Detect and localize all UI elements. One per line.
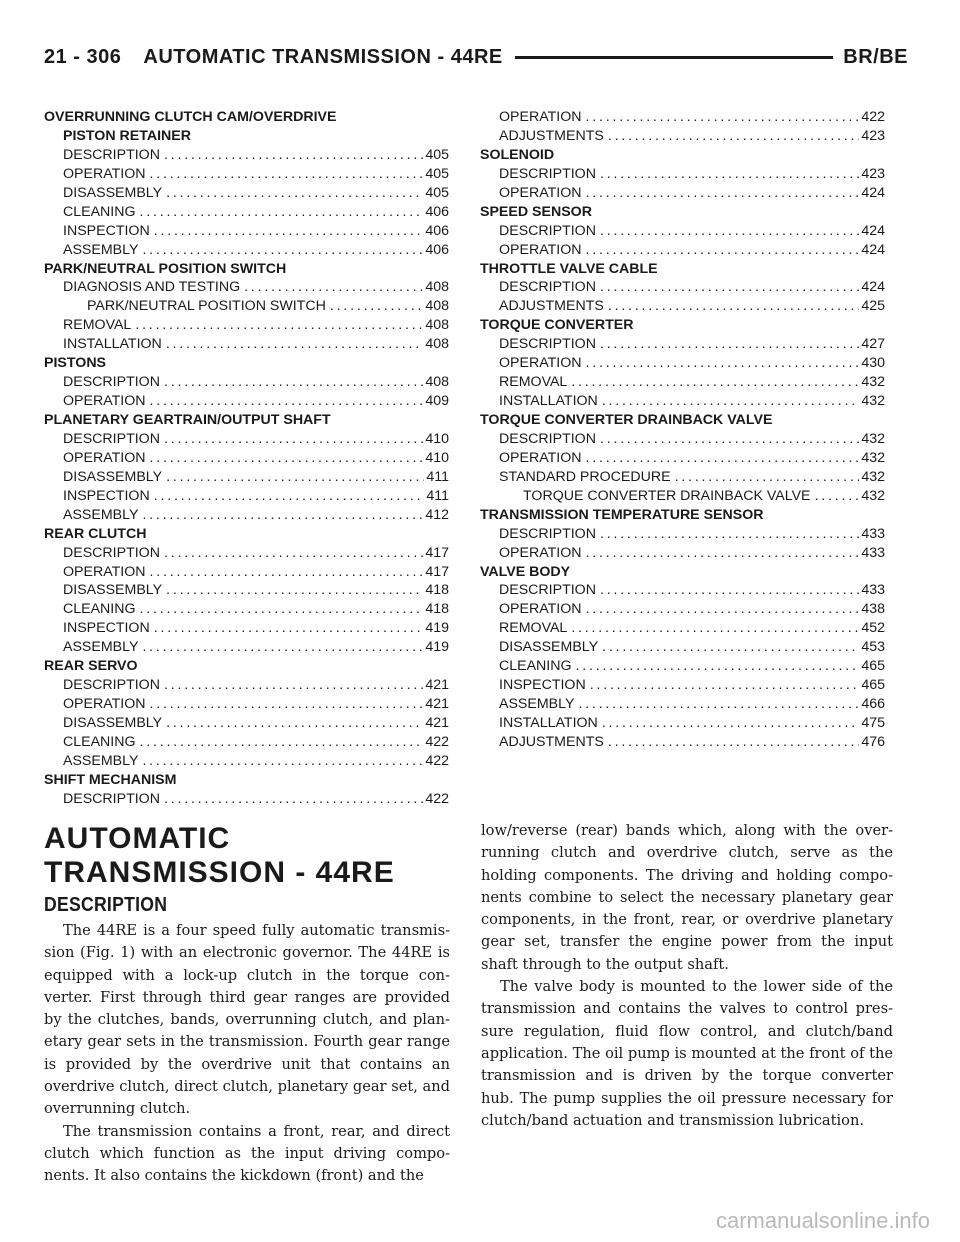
toc-entry[interactable]	[44, 278, 449, 297]
toc-dot-leader	[586, 184, 860, 203]
toc-dot-leader	[600, 222, 859, 241]
toc-entry[interactable]	[44, 790, 449, 809]
toc-entry-label: ASSEMBLY	[63, 241, 139, 258]
toc-entry-label: DESCRIPTION	[63, 146, 160, 163]
toc-page-number: 465	[861, 677, 885, 694]
toc-page-number: 417	[425, 563, 449, 580]
toc-page-number: 423	[861, 127, 885, 144]
toc-section-heading	[44, 127, 449, 146]
toc-entry[interactable]	[44, 487, 449, 506]
toc-entry-label: DESCRIPTION	[63, 790, 160, 807]
toc-page-number: 406	[425, 222, 449, 239]
toc-entry[interactable]	[44, 695, 449, 714]
toc-entry[interactable]	[480, 733, 885, 752]
toc-entry[interactable]	[480, 335, 885, 354]
toc-entry[interactable]	[480, 392, 885, 411]
toc-entry[interactable]	[44, 373, 449, 392]
toc-entry-label: OPERATION	[63, 449, 146, 466]
toc-dot-leader	[675, 468, 860, 487]
toc-dot-leader	[586, 354, 860, 373]
toc-entry-label: REAR CLUTCH	[44, 525, 147, 542]
toc-entry-label: INSPECTION	[63, 620, 150, 637]
toc-entry[interactable]	[44, 468, 449, 487]
page-header	[44, 42, 908, 72]
toc-dot-leader	[154, 619, 424, 638]
toc-entry-label: OPERATION	[63, 696, 146, 713]
toc-entry[interactable]	[44, 222, 449, 241]
toc-entry[interactable]	[44, 316, 449, 335]
watermark: carmanualsonline.info	[715, 1208, 930, 1233]
toc-dot-leader	[142, 506, 423, 525]
toc-page-number: 432	[861, 487, 885, 504]
header-title: AUTOMATIC TRANSMISSION - 44RE	[143, 45, 503, 68]
toc-section-heading	[44, 354, 449, 373]
toc-entry-label: DESCRIPTION	[63, 677, 160, 694]
toc-entry-label: OPERATION	[63, 563, 146, 580]
toc-page-number: 433	[861, 525, 885, 542]
toc-entry-label: INSPECTION	[63, 487, 150, 504]
toc-entry-label: DESCRIPTION	[63, 544, 160, 561]
toc-dot-leader	[602, 638, 859, 657]
toc-entry-label: OPERATION	[63, 165, 146, 182]
toc-entry-label: DESCRIPTION	[499, 525, 596, 542]
header-rule	[515, 56, 834, 59]
toc-entry[interactable]	[44, 638, 449, 657]
toc-page-number: 421	[425, 677, 449, 694]
toc-dot-leader	[815, 487, 860, 506]
toc-entry[interactable]	[480, 354, 885, 373]
toc-section-heading	[44, 108, 449, 127]
toc-entry-label: PISTONS	[44, 355, 107, 372]
toc-entry-label: DESCRIPTION	[499, 165, 596, 182]
toc-entry[interactable]	[44, 335, 449, 354]
toc-dot-leader	[164, 373, 423, 392]
toc-entry-label: TRANSMISSION TEMPERATURE SENSOR	[480, 506, 764, 523]
toc-entry-label: INSPECTION	[499, 677, 586, 694]
toc-page-number: 424	[861, 184, 885, 201]
toc-entry-label: PARK/NEUTRAL POSITION SWITCH	[44, 260, 287, 277]
toc-entry-label: INSTALLATION	[499, 715, 598, 731]
toc-entry[interactable]	[480, 108, 885, 127]
toc-dot-leader	[164, 544, 423, 563]
toc-entry[interactable]	[44, 733, 449, 752]
toc-page-number: 422	[861, 109, 885, 125]
toc-page-number: 422	[425, 752, 449, 769]
toc-page-number: 406	[425, 241, 449, 258]
toc-entry-label: VALVE BODY	[480, 563, 571, 580]
toc-entry-label: OPERATION	[63, 393, 146, 410]
toc-dot-leader	[578, 695, 859, 714]
body-left-column	[44, 920, 450, 1188]
toc-dot-leader	[586, 544, 860, 563]
toc-dot-leader	[142, 638, 423, 657]
toc-entry-label: DISASSEMBLY	[63, 582, 163, 599]
toc-entry-label: PLANETARY GEARTRAIN/OUTPUT SHAFT	[44, 412, 331, 428]
toc-dot-leader	[608, 297, 859, 316]
toc-entry-label: PISTON RETAINER	[63, 127, 191, 144]
toc-entry[interactable]	[480, 676, 885, 695]
toc-entry-label: PARK/NEUTRAL POSITION SWITCH	[87, 298, 326, 315]
toc-section-heading	[480, 146, 885, 165]
toc-entry-label: CLEANING	[63, 733, 136, 750]
toc-page-number: 406	[425, 203, 449, 220]
toc-dot-leader	[586, 241, 860, 260]
toc-page-number: 432	[861, 374, 885, 391]
toc-entry[interactable]	[480, 600, 885, 619]
toc-dot-leader	[571, 619, 859, 638]
toc-page-number: 421	[425, 696, 449, 713]
toc-entry[interactable]	[480, 165, 885, 184]
toc-page-number: 408	[425, 317, 449, 334]
toc-entry-label: DISASSEMBLY	[499, 639, 599, 656]
toc-entry-label: OPERATION	[499, 355, 582, 372]
toc-entry-label: OPERATION	[499, 184, 582, 201]
toc-page-number: 419	[425, 620, 449, 637]
toc-entry[interactable]	[480, 544, 885, 563]
toc-page-number: 438	[861, 601, 885, 618]
toc-entry[interactable]	[44, 506, 449, 525]
toc-entry-label: CLEANING	[63, 203, 136, 220]
toc-page-number: 405	[425, 146, 449, 163]
toc-entry-label: OPERATION	[499, 241, 582, 258]
toc-entry[interactable]	[480, 127, 885, 146]
toc-page-number: 432	[861, 468, 885, 485]
toc-dot-leader	[150, 695, 424, 714]
toc-dot-leader	[140, 203, 424, 222]
toc-entry-label: CLEANING	[63, 601, 136, 618]
toc-dot-leader	[586, 600, 860, 619]
toc-left-column	[44, 108, 449, 809]
toc-entry[interactable]	[44, 600, 449, 619]
toc-entry-label: ASSEMBLY	[499, 696, 575, 713]
toc-dot-leader	[586, 108, 860, 127]
toc-dot-leader	[600, 335, 859, 354]
toc-entry[interactable]	[480, 430, 885, 449]
toc-dot-leader	[576, 657, 860, 676]
toc-page-number: 423	[861, 165, 885, 182]
toc-entry-label: OPERATION	[499, 544, 582, 561]
toc-entry-label: DESCRIPTION	[499, 582, 596, 599]
toc-dot-leader	[600, 525, 859, 544]
toc-entry[interactable]	[44, 563, 449, 582]
toc-section-heading	[44, 657, 449, 676]
toc-page-number: 424	[861, 222, 885, 239]
section-heading: DESCRIPTION	[44, 894, 168, 916]
toc-entry-label: DISASSEMBLY	[63, 184, 163, 201]
toc-entry[interactable]	[480, 581, 885, 600]
toc-entry[interactable]	[480, 222, 885, 241]
body-paragraph: The 44RE is a four speed fully automatic transmission (Fig. 1) with an electronic governor. The 44RE is equipped with a lock-up clutch in the torque converter. First through third gear ranges are provided by the clutches, bands, overrunning clutch, and planetary gear sets in the transmission. Fourth gear range is provided by the overdrive unit that contains an overdrive clutch, direct clutch, planetary gear set, and overrunning clutch.	[44, 922, 450, 1118]
toc-entry-label: TORQUE CONVERTER	[480, 317, 634, 334]
toc-page-number: 475	[861, 715, 885, 731]
header-model-code: BR/BE	[843, 45, 908, 68]
toc-page-number: 405	[425, 165, 449, 182]
toc-dot-leader	[602, 714, 860, 733]
toc-entry-label: DISASSEMBLY	[63, 715, 163, 731]
toc-entry-label: REMOVAL	[499, 374, 568, 391]
toc-entry-label: ADJUSTMENTS	[499, 127, 604, 144]
toc-page-number: 432	[861, 393, 885, 410]
toc-entry[interactable]	[480, 525, 885, 544]
toc-dot-leader	[166, 184, 423, 203]
toc-entry[interactable]	[480, 184, 885, 203]
toc-dot-leader	[142, 241, 423, 260]
toc-entry-label: DESCRIPTION	[499, 222, 596, 239]
toc-entry[interactable]	[44, 430, 449, 449]
toc-dot-leader	[586, 449, 860, 468]
toc-entry-label: INSTALLATION	[63, 336, 162, 353]
toc-dot-leader	[600, 581, 859, 600]
toc-entry[interactable]	[480, 278, 885, 297]
toc-section-heading	[480, 563, 885, 582]
toc-dot-leader	[608, 127, 859, 146]
body-right-column	[481, 820, 893, 1132]
toc-entry-label: DIAGNOSIS AND TESTING	[63, 279, 241, 296]
toc-dot-leader	[150, 392, 424, 411]
toc-page-number: 419	[425, 639, 449, 656]
toc-entry-label: INSPECTION	[63, 222, 150, 239]
toc-entry[interactable]	[44, 752, 449, 771]
toc-page-number: 425	[861, 298, 885, 315]
toc-entry[interactable]	[44, 449, 449, 468]
toc-section-heading	[480, 411, 885, 430]
toc-page-number: 410	[425, 449, 449, 466]
toc-dot-leader	[142, 752, 423, 771]
toc-page-number: 427	[861, 336, 885, 353]
toc-entry[interactable]	[480, 449, 885, 468]
toc-page-number: 465	[861, 658, 885, 675]
toc-page-number: 422	[425, 790, 449, 807]
toc-dot-leader	[150, 449, 424, 468]
toc-page-number: 433	[861, 582, 885, 599]
toc-entry-label: ASSEMBLY	[63, 639, 139, 656]
toc-page-number: 424	[861, 241, 885, 258]
toc-page-number: 452	[861, 620, 885, 637]
toc-page-number: 408	[425, 374, 449, 391]
toc-page-number: 418	[425, 582, 449, 599]
toc-entry-label: ASSEMBLY	[63, 506, 139, 523]
toc-entry-label: OPERATION	[499, 109, 582, 125]
toc-page-number: 409	[425, 393, 449, 410]
toc-entry[interactable]	[44, 619, 449, 638]
toc-entry[interactable]	[480, 657, 885, 676]
toc-entry-label: DESCRIPTION	[63, 430, 160, 447]
toc-entry-label: SOLENOID	[480, 146, 555, 163]
toc-entry[interactable]	[44, 392, 449, 411]
chapter-title: AUTOMATIC TRANSMISSION - 44RE	[44, 822, 395, 889]
toc-entry-label: CLEANING	[499, 658, 572, 675]
toc-entry[interactable]	[480, 487, 885, 506]
toc-dot-leader	[330, 297, 423, 316]
toc-page-number: 418	[425, 601, 449, 618]
toc-dot-leader	[608, 733, 859, 752]
toc-entry-label: ADJUSTMENTS	[499, 298, 604, 315]
toc-section-heading	[44, 525, 449, 544]
toc-dot-leader	[166, 714, 423, 733]
toc-page-number: 430	[861, 355, 885, 372]
toc-page-number: 408	[425, 298, 449, 315]
toc-entry[interactable]	[44, 581, 449, 600]
toc-page-number: 432	[861, 430, 885, 447]
toc-section-heading	[44, 771, 449, 790]
toc-page-number: 433	[861, 544, 885, 561]
toc-dot-leader	[164, 790, 423, 809]
toc-entry-label: ASSEMBLY	[63, 752, 139, 769]
toc-entry[interactable]	[480, 695, 885, 714]
toc-entry-label: SPEED SENSOR	[480, 203, 592, 220]
toc-dot-leader	[154, 222, 424, 241]
toc-page-number: 410	[425, 430, 449, 447]
toc-entry-label: TORQUE CONVERTER DRAINBACK VALVE	[523, 487, 811, 504]
toc-entry-label: OVERRUNNING CLUTCH CAM/OVERDRIVE	[44, 109, 337, 125]
toc-dot-leader	[244, 278, 423, 297]
toc-section-heading	[480, 203, 885, 222]
body-paragraph-continuation: low/reverse (rear) bands which, along with the overrunning clutch and overdrive clutch, serve as the holding components. The driving and holding components combine to select the necessary planetary gear components, in the front, rear, or overdrive planetary gear set, transfer the engine power from the input shaft through to the output shaft.	[481, 822, 893, 973]
toc-entry-label: STANDARD PROCEDURE	[499, 468, 671, 485]
toc-dot-leader	[140, 600, 424, 619]
toc-entry[interactable]	[480, 638, 885, 657]
toc-entry-label: DESCRIPTION	[499, 336, 596, 353]
toc-dot-leader	[140, 733, 424, 752]
body-paragraph: The valve body is mounted to the lower side of the transmission and contains the valves to control pressure regulation, fluid flow control, and clutch/band application. The oil pump is mounted at the front of the transmission and is driven by the torque converter hub. The pump supplies the oil pressure necessary for clutch/band actuation and transmission lubrication.	[481, 978, 893, 1129]
toc-entry-label: OPERATION	[499, 449, 582, 466]
toc-page-number: 405	[425, 184, 449, 201]
toc-entry-label: SHIFT MECHANISM	[44, 771, 177, 788]
toc-entry[interactable]	[44, 184, 449, 203]
toc-entry[interactable]	[480, 297, 885, 316]
toc-dot-leader	[135, 316, 423, 335]
toc-section-heading	[480, 506, 885, 525]
toc-dot-leader	[571, 373, 859, 392]
toc-entry[interactable]	[44, 146, 449, 165]
toc-entry-label: TORQUE CONVERTER DRAINBACK VALVE	[480, 412, 773, 428]
toc-page-number: 422	[425, 733, 449, 750]
toc-page-number: 421	[425, 715, 449, 731]
toc-entry-label: OPERATION	[499, 601, 582, 618]
toc-entry[interactable]	[44, 676, 449, 695]
toc-dot-leader	[166, 335, 424, 354]
toc-entry-label: DESCRIPTION	[63, 374, 160, 391]
toc-dot-leader	[166, 468, 424, 487]
toc-page-number: 424	[861, 279, 885, 296]
toc-dot-leader	[590, 676, 860, 695]
toc-page-number: 411	[426, 487, 449, 504]
toc-entry[interactable]	[44, 203, 449, 222]
page-number: 21 - 306	[44, 45, 122, 68]
toc-entry[interactable]	[480, 241, 885, 260]
toc-entry-label: REMOVAL	[63, 317, 132, 334]
toc-entry[interactable]	[44, 714, 449, 733]
toc-page-number: 408	[425, 336, 449, 353]
toc-entry[interactable]	[480, 468, 885, 487]
toc-page-number: 411	[426, 468, 449, 485]
toc-page-number: 432	[861, 449, 885, 466]
toc-entry[interactable]	[44, 297, 449, 316]
toc-page-number: 408	[425, 279, 449, 296]
toc-entry[interactable]	[44, 165, 449, 184]
toc-entry[interactable]	[480, 714, 885, 733]
toc-page-number: 453	[861, 639, 885, 656]
toc-entry-label: DISASSEMBLY	[63, 468, 163, 485]
toc-dot-leader	[166, 581, 423, 600]
toc-page-number: 476	[861, 733, 885, 750]
toc-dot-leader	[600, 278, 859, 297]
toc-dot-leader	[154, 487, 425, 506]
toc-section-heading	[480, 316, 885, 335]
toc-section-heading	[480, 260, 885, 279]
toc-entry-label: DESCRIPTION	[499, 430, 596, 447]
toc-entry-label: ADJUSTMENTS	[499, 733, 604, 750]
toc-entry-label: REAR SERVO	[44, 658, 138, 675]
toc-entry-label: THROTTLE VALVE CABLE	[480, 260, 658, 277]
toc-entry[interactable]	[480, 373, 885, 392]
toc-dot-leader	[164, 430, 423, 449]
toc-right-column	[480, 108, 885, 752]
toc-page-number: 412	[425, 506, 449, 523]
toc-dot-leader	[150, 563, 424, 582]
toc-section-heading	[44, 411, 449, 430]
toc-page-number: 417	[425, 544, 449, 561]
toc-entry[interactable]	[480, 619, 885, 638]
toc-dot-leader	[600, 165, 859, 184]
toc-entry-label: DESCRIPTION	[499, 279, 596, 296]
toc-entry[interactable]	[44, 544, 449, 563]
body-paragraph: The transmission contains a front, rear, and direct clutch which function as the input driving components. It also contains the kickdown (front) and the	[44, 1122, 450, 1185]
toc-dot-leader	[600, 430, 859, 449]
toc-section-heading	[44, 260, 449, 279]
toc-entry-label: REMOVAL	[499, 620, 568, 637]
toc-entry[interactable]	[44, 241, 449, 260]
toc-dot-leader	[150, 165, 424, 184]
toc-entry-label: INSTALLATION	[499, 393, 598, 410]
toc-dot-leader	[164, 676, 423, 695]
toc-dot-leader	[602, 392, 860, 411]
toc-dot-leader	[164, 146, 423, 165]
toc-page-number: 466	[861, 696, 885, 713]
